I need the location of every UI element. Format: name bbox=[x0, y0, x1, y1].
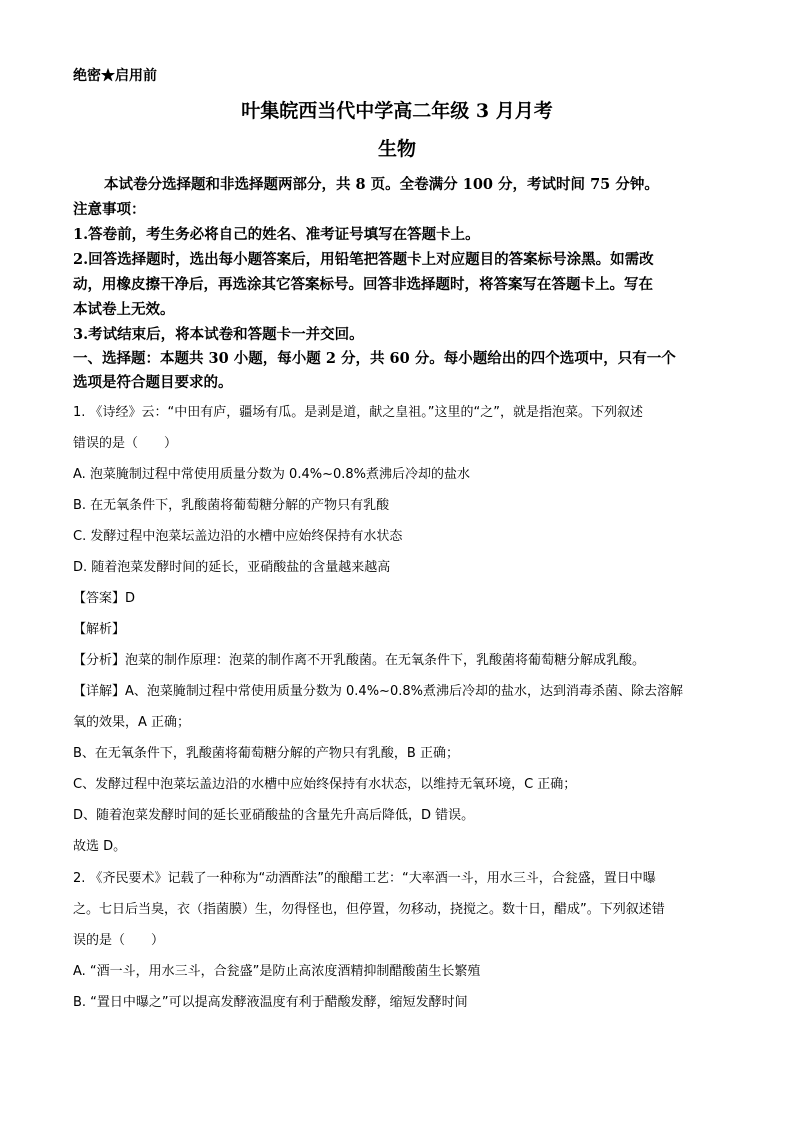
notice-title: 注意事项： bbox=[73, 201, 146, 218]
q1-answer: 【答案】D bbox=[73, 591, 136, 606]
notice-3: 3.考试结束后，将本试卷和答题卡一并交回。 bbox=[73, 326, 364, 343]
q1-option-d: D. 随着泡菜发酵时间的延长，亚硝酸盐的含量越来越高 bbox=[73, 560, 391, 575]
section-heading-line-2: 选项是符合题目要求的。 bbox=[73, 374, 233, 391]
q2-stem-line-2: 之。七日后当臭，衣（指菌膜）生，勿得怪也，但停置，勿移动，挠搅之。数十日，醋成”。下列叙述错 bbox=[73, 902, 665, 917]
q1-detail-d: D、随着泡菜发酵时间的延长亚硝酸盐的含量先升高后降低，D 错误。 bbox=[73, 808, 475, 823]
confidential-label: 绝密★启用前 bbox=[73, 68, 157, 84]
notice-2-line-3: 本试卷上无效。 bbox=[73, 301, 175, 318]
q1-analysis-title: 【解析】 bbox=[73, 622, 126, 637]
exam-subject: 生物 bbox=[377, 138, 416, 160]
notice-2-line-1: 2.回答选择题时，选出每小题答案后，用铅笔把答题卡上对应题目的答案标号涂黑。如需改 bbox=[73, 251, 654, 268]
q2-stem-line-3: 误的是（ ） bbox=[73, 933, 165, 948]
q1-option-b: B. 在无氧条件下，乳酸菌将葡萄糖分解的产物只有乳酸 bbox=[73, 498, 390, 513]
exam-title: 叶集皖西当代中学高二年级 3 月月考 bbox=[241, 100, 553, 122]
q1-fenxi: 【分析】泡菜的制作原理：泡菜的制作离不开乳酸菌。在无氧条件下，乳酸菌将葡萄糖分解成乳酸。 bbox=[73, 653, 646, 668]
q2-stem-line-1: 2. 《齐民要术》记载了一种称为“动酒酢法”的酿醋工艺：“大率酒一斗，用水三斗，合瓮盛，置日中曝 bbox=[73, 871, 656, 886]
q1-option-c: C. 发酵过程中泡菜坛盖边沿的水槽中应始终保持有水状态 bbox=[73, 529, 403, 544]
q1-conclusion: 故选 D。 bbox=[73, 839, 127, 854]
section-heading-line-1: 一、选择题：本题共 30 小题，每小题 2 分，共 60 分。每小题给出的四个选项中，只有一个 bbox=[73, 350, 676, 367]
notice-1: 1.答卷前，考生务必将自己的姓名、准考证号填写在答题卡上。 bbox=[73, 226, 480, 243]
q1-detail-line-1: 【详解】A、泡菜腌制过程中常使用质量分数为 0.4%~0.8%煮沸后冷却的盐水，达到消毒杀菌、除去溶解 bbox=[73, 684, 683, 699]
q1-detail-line-2: 氧的效果，A 正确； bbox=[73, 715, 191, 730]
q2-option-a: A. “酒一斗，用水三斗，合瓮盛”是防止高浓度酒精抑制醋酸菌生长繁殖 bbox=[73, 964, 481, 979]
q1-stem-line-1: 1. 《诗经》云：“中田有庐，疆场有瓜。是剥是道，献之皇祖。”这里的“之”，就是指泡菜。下列叙述 bbox=[73, 405, 643, 420]
notice-2-line-2: 动，用橡皮擦干净后，再选涂其它答案标号。回答非选择题时，将答案写在答题卡上。写在 bbox=[73, 276, 653, 293]
q1-option-a: A. 泡菜腌制过程中常使用质量分数为 0.4%~0.8%煮沸后冷却的盐水 bbox=[73, 467, 471, 482]
q1-detail-c: C、发酵过程中泡菜坛盖边沿的水槽中应始终保持有水状态，以维持无氧环境，C 正确； bbox=[73, 777, 577, 792]
q1-stem-line-2: 错误的是（ ） bbox=[73, 436, 178, 451]
intro-summary: 本试卷分选择题和非选择题两部分，共 8 页。全卷满分 100 分，考试时间 75 分钟。 bbox=[104, 176, 659, 193]
q2-option-b: B. “置日中曝之”可以提高发酵液温度有利于醋酸发酵，缩短发酵时间 bbox=[73, 995, 468, 1010]
q1-detail-b: B、在无氧条件下，乳酸菌将葡萄糖分解的产物只有乳酸，B 正确； bbox=[73, 746, 459, 761]
